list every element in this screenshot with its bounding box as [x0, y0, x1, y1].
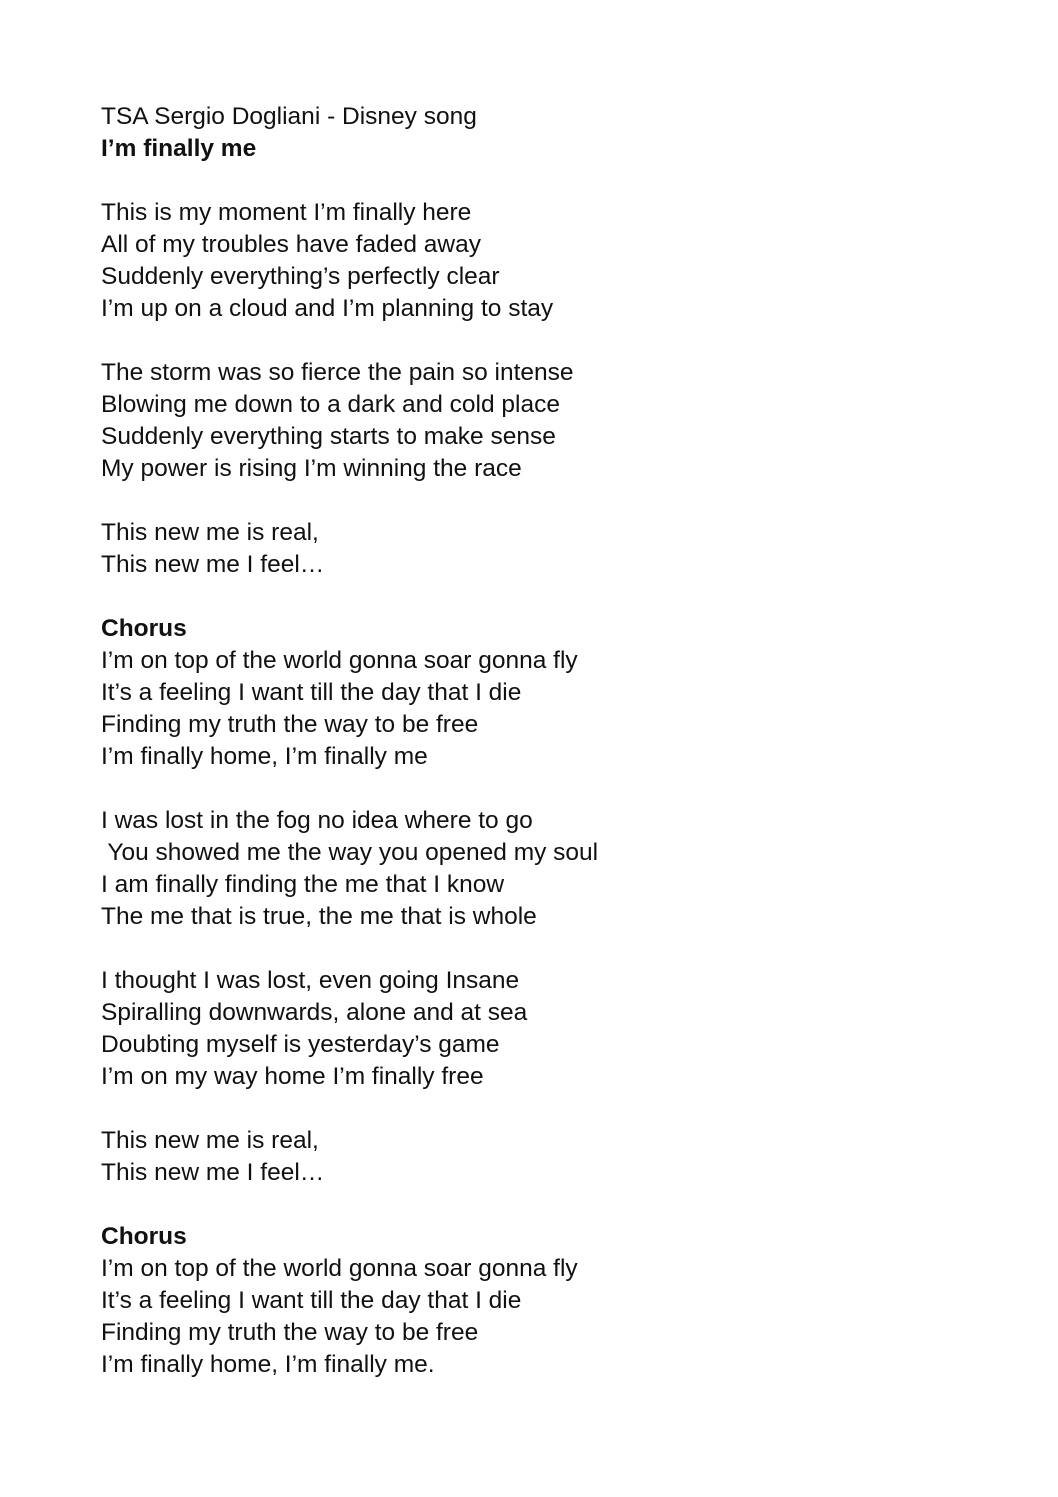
lyric-line: The storm was so fierce the pain so intense	[101, 359, 574, 386]
lyric-line: Suddenly everything’s perfectly clear	[101, 263, 500, 290]
lyric-line: I’m on top of the world gonna soar gonna fly	[101, 1255, 578, 1282]
stanza	[101, 1125, 1001, 1189]
document-title: I’m finally me	[101, 135, 257, 162]
lyric-line: Doubting myself is yesterday’s game	[101, 1031, 500, 1058]
lyric-line: You showed me the way you opened my soul	[101, 839, 599, 866]
lyric-line: This is my moment I’m finally here	[101, 199, 472, 226]
stanza	[101, 1221, 1001, 1381]
lyric-line: I’m up on a cloud and I’m planning to stay	[101, 295, 554, 322]
lyric-line: I thought I was lost, even going Insane	[101, 967, 520, 994]
stanza-heading: Chorus	[101, 1223, 187, 1250]
stanza	[101, 805, 1001, 933]
document-subtitle: TSA Sergio Dogliani - Disney song	[101, 103, 477, 130]
lyric-line: All of my troubles have faded away	[101, 231, 481, 258]
lyric-line: I am finally finding the me that I know	[101, 871, 505, 898]
lyric-line: It’s a feeling I want till the day that I die	[101, 679, 522, 706]
lyric-line: I’m finally home, I’m finally me.	[101, 1351, 435, 1378]
lyric-line: Finding my truth the way to be free	[101, 711, 479, 738]
lyric-line: I was lost in the fog no idea where to go	[101, 807, 533, 834]
lyric-line: I’m on my way home I’m finally free	[101, 1063, 484, 1090]
lyric-line: It’s a feeling I want till the day that I die	[101, 1287, 522, 1314]
lyric-line: Suddenly everything starts to make sense	[101, 423, 556, 450]
lyric-line: This new me is real,	[101, 519, 319, 546]
lyric-line: I’m finally home, I’m finally me	[101, 743, 428, 770]
lyric-line: I’m on top of the world gonna soar gonna fly	[101, 647, 578, 674]
lyric-line: Finding my truth the way to be free	[101, 1319, 479, 1346]
stanza	[101, 965, 1001, 1093]
lyric-line: This new me I feel…	[101, 1159, 325, 1186]
stanza-heading: Chorus	[101, 615, 187, 642]
stanza	[101, 517, 1001, 581]
lyric-line: This new me I feel…	[101, 551, 325, 578]
stanza	[101, 197, 1001, 325]
lyric-line: The me that is true, the me that is whole	[101, 903, 537, 930]
stanza	[101, 613, 1001, 773]
lyric-line: Spiralling downwards, alone and at sea	[101, 999, 528, 1026]
lyric-line: Blowing me down to a dark and cold place	[101, 391, 560, 418]
document-header	[101, 101, 1001, 165]
lyrics-body	[101, 197, 1001, 1381]
lyric-line: My power is rising I’m winning the race	[101, 455, 522, 482]
document-page	[101, 101, 1001, 1381]
lyric-line: This new me is real,	[101, 1127, 319, 1154]
stanza	[101, 357, 1001, 485]
